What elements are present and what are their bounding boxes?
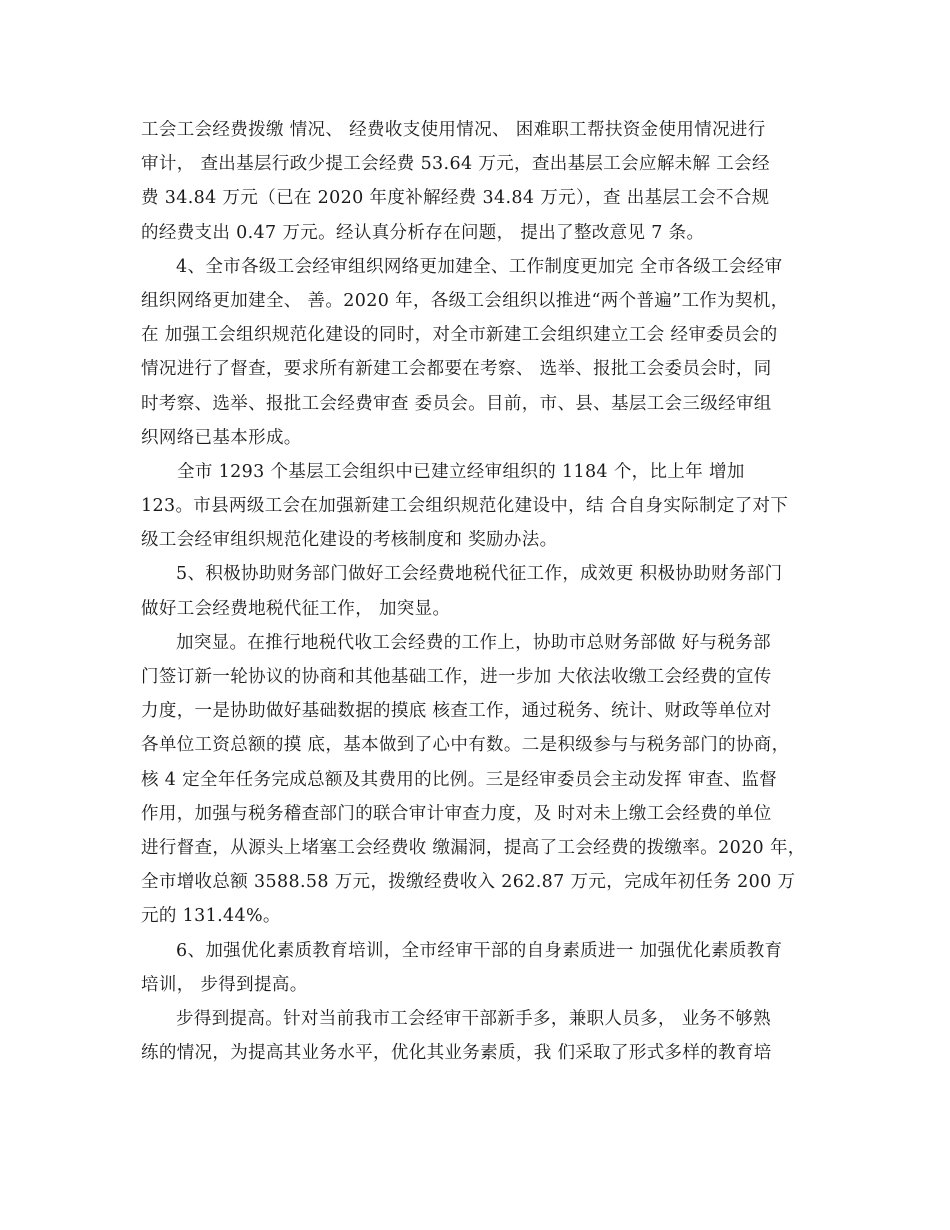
- text-line: 时考察、选举、报批工会经费审查 委员会。目前，市、县、基层工会三级经审组: [141, 393, 772, 414]
- text-line: 元的 131.44%。: [141, 906, 281, 927]
- text-line: 审计， 查出基层行政少提工会经费 53.64 万元，查出基层工会应解未解 工会经: [141, 154, 770, 175]
- text-line: 的经费支出 0.47 万元。经认真分析存在问题， 提出了整改意见 7 条。: [141, 222, 705, 243]
- text-line: 力度，一是协助做好基础数据的摸底 核查工作，通过税务、统计、财政等单位对: [141, 701, 772, 722]
- text-line: 6、加强优化素质教育培训，全市经审干部的自身素质进一 加强优化素质教育: [176, 940, 783, 961]
- text-line: 全市 1293 个基层工会组织中已建立经审组织的 1184 个，比上年 增加: [177, 461, 745, 482]
- text-line: 全市增收总额 3588.58 万元，拨缴经费收入 262.87 万元，完成年初任务 200 万: [141, 872, 796, 893]
- text-line: 工会工会经费拨缴 情况、 经费收支使用情况、 困难职工帮扶资金使用情况进行: [141, 120, 766, 140]
- text-line: 级工会经审组织规范化建设的考核制度和 奖励办法。: [141, 530, 558, 551]
- text-line: 练的情况，为提高其业务水平，优化其业务素质，我 们采取了形式多样的教育培: [141, 1043, 772, 1064]
- text-line: 4、全市各级工会经审组织网络更加建全、工作制度更加完 全市各级工会经审: [176, 256, 783, 277]
- text-line: 织网络已基本形成。: [141, 427, 302, 448]
- text-line: 费 34.84 万元（已在 2020 年度补解经费 34.84 万元），查 出基层工会不合规: [141, 188, 770, 209]
- text-line: 核 4 定全年任务完成总额及其费用的比例。三是经审委员会主动发挥 审查、监督: [141, 769, 778, 790]
- text-line: 培训， 步得到提高。: [141, 974, 308, 995]
- text-line: 在 加强工会组织规范化建设的同时，对全市新建工会组织建立工会 经审委员会的: [141, 325, 778, 346]
- text-line: 情况进行了督查，要求所有新建工会都要在考察、 选举、报批工会委员会时，同: [141, 359, 772, 380]
- text-line: 组织网络更加建全、 善。2020 年，各级工会组织以推进“两个普遍”工作为契机，: [141, 290, 789, 311]
- text-line: 5、积极协助财务部门做好工会经费地税代征工作，成效更 积极协助财务部门: [176, 564, 783, 585]
- text-line: 做好工会经费地税代征工作， 加突显。: [141, 598, 451, 619]
- text-line: 各单位工资总额的摸 底，基本做到了心中有数。二是积级参与与税务部门的协商，: [141, 735, 790, 756]
- text-line: 作用，加强与税务稽查部门的联合审计审查力度，及 时对未上缴工会经费的单位: [141, 803, 772, 824]
- document-body: [141, 113, 817, 1070]
- text-line: 门签订新一轮协议的协商和其他基础工作，进一步加 大依法收缴工会经费的宣传: [141, 667, 772, 687]
- text-line: 123。市县两级工会在加强新建工会组织规范化建设中，结 合自身实际制定了对下: [141, 496, 789, 517]
- text-line: 步得到提高。针对当前我市工会经审干部新手多，兼职人员多， 业务不够熟: [176, 1008, 771, 1029]
- text-line: 进行督查，从源头上堵塞工会经费收 缴漏洞，提高了工会经费的拨缴率。2020 年，: [141, 837, 806, 858]
- text-line: 加突显。在推行地税代收工会经费的工作上，协助市总财务部做 好与税务部: [176, 632, 771, 653]
